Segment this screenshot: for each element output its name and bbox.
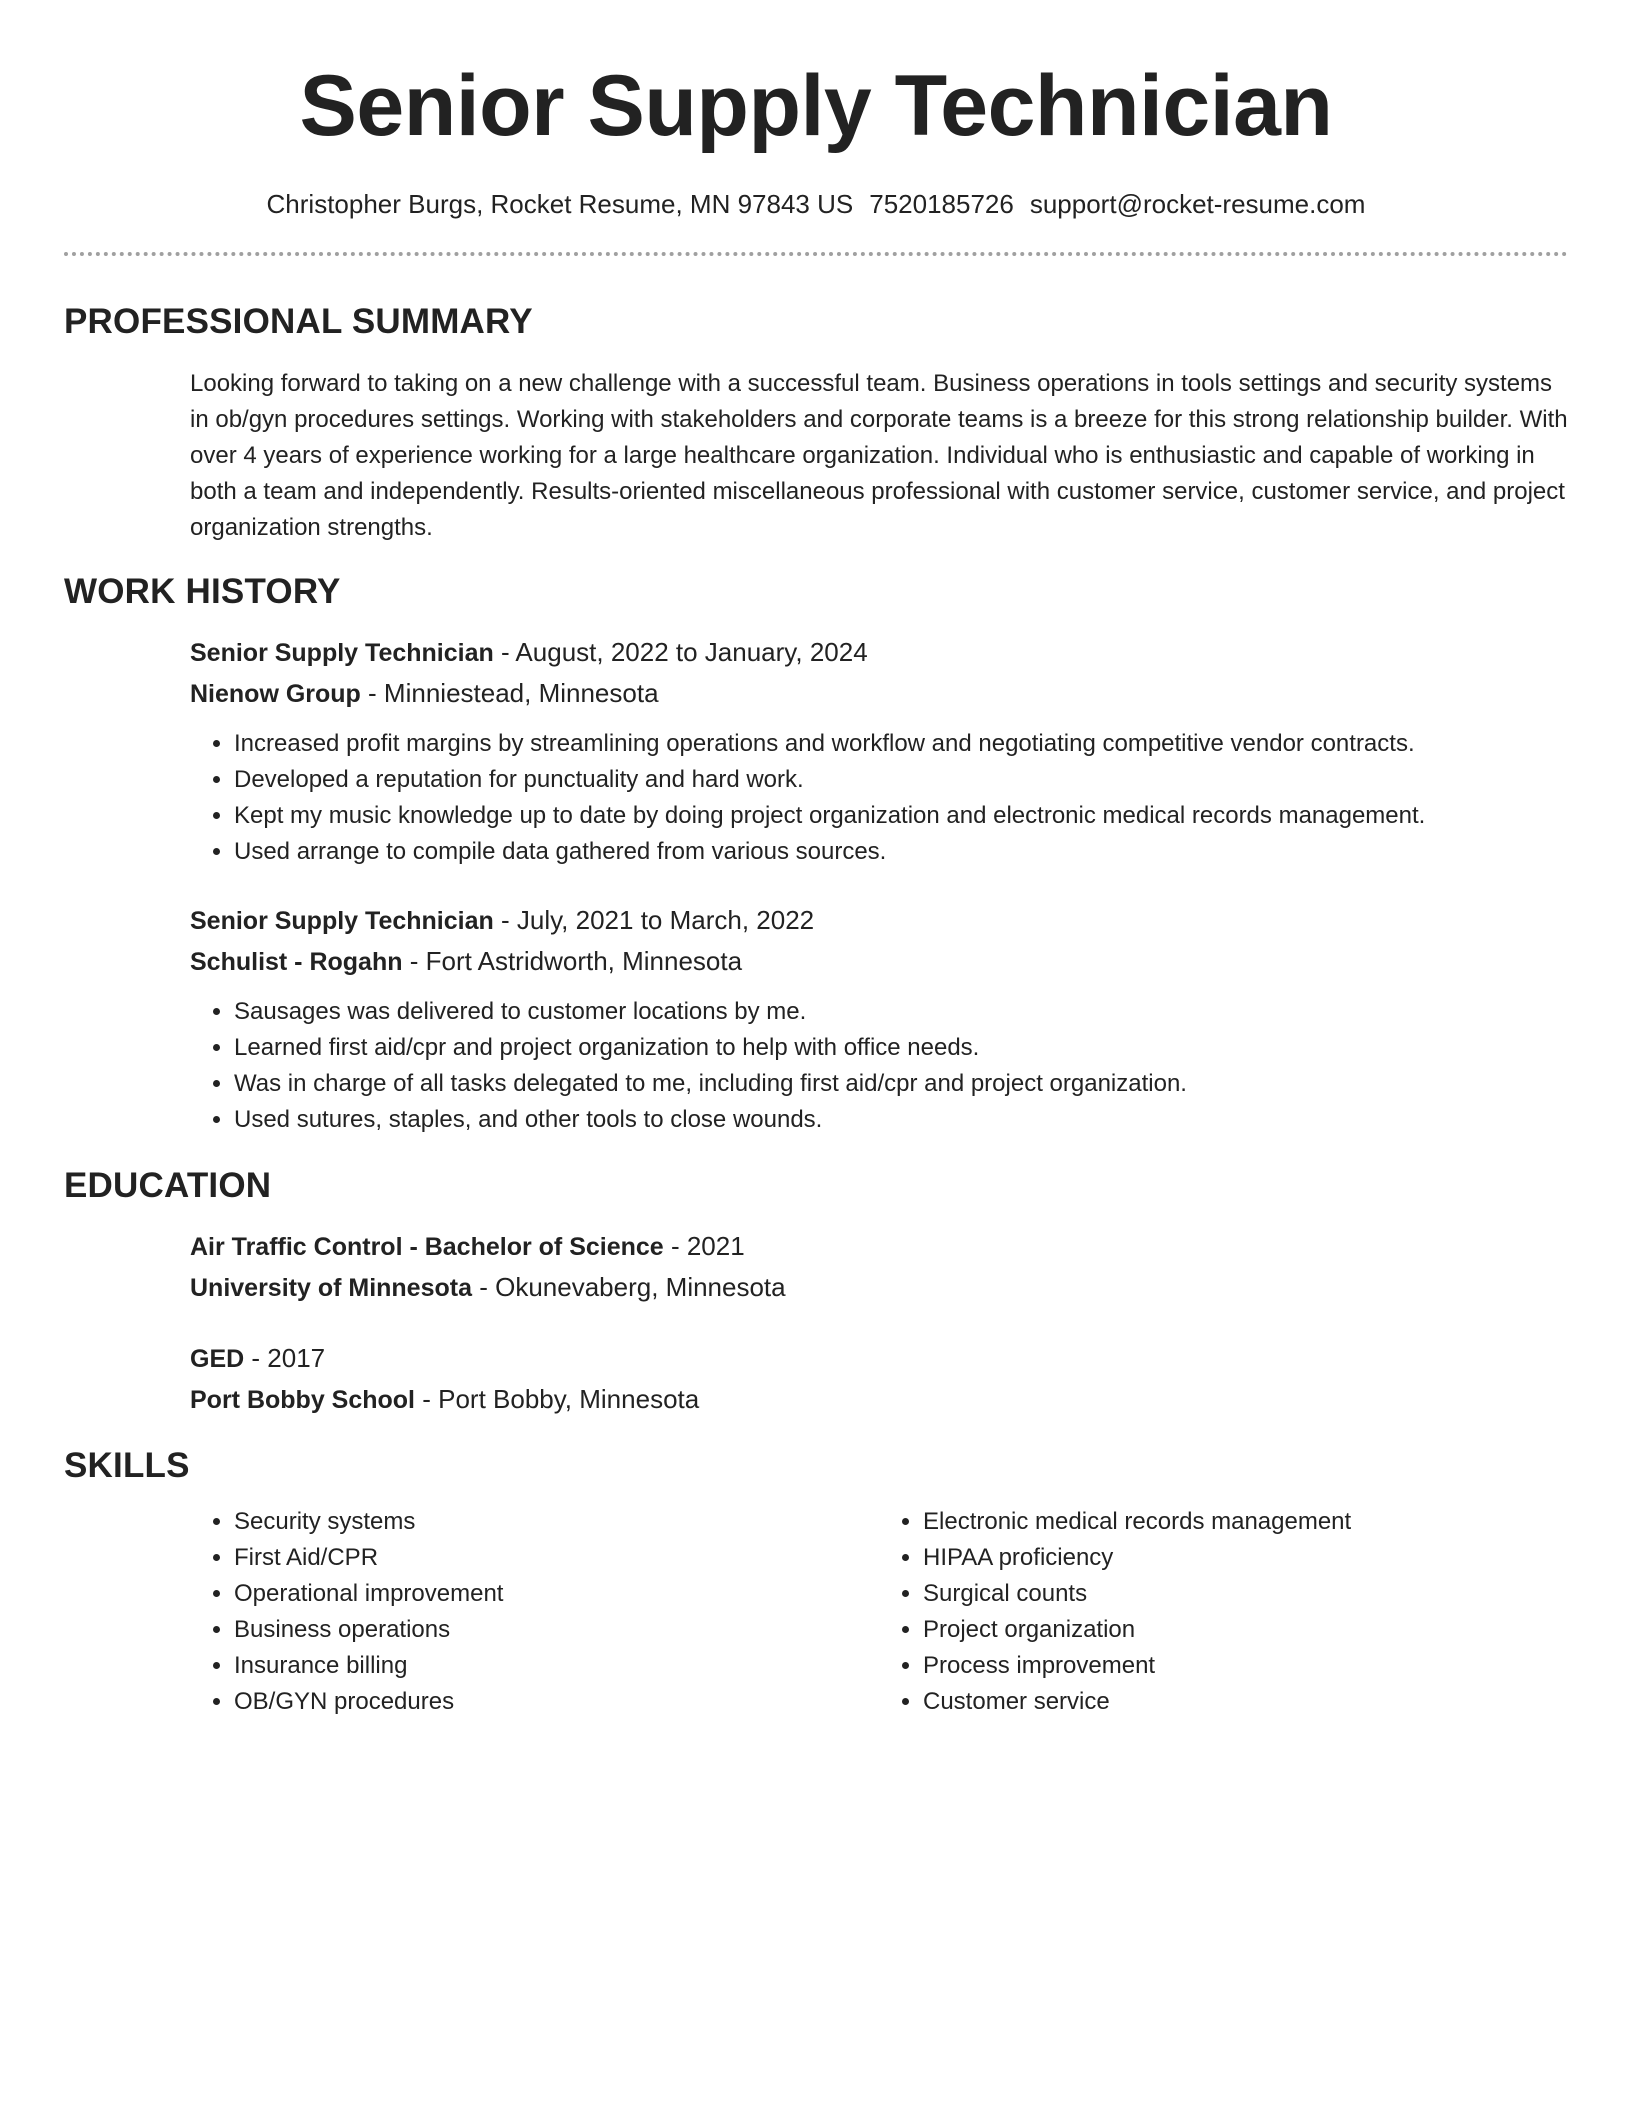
skill-item: • Security systems	[234, 1504, 879, 1540]
education-section	[64, 1164, 1568, 1420]
skills-heading: SKILLS	[64, 1446, 190, 1485]
resume-header	[64, 0, 1568, 222]
list-item: • Developed a reputation for punctuality and hard work.	[234, 762, 1568, 798]
skills-list-right	[879, 1504, 1568, 1720]
summary-text: Looking forward to taking on a new challenge with a successful team. Business operations in tools settings and security systems in ob/gyn procedures settings. Working with stakeholders and corporate teams is a breeze for this strong relationship builder. With over 4 years of experience working for a large healthcare organization. Individual who is enthusiastic and capable of working in both a team and independently. Results-oriented miscellaneous professional with customer service, customer service, and project organization strengths.	[190, 370, 1568, 541]
list-item: • Sausages was delivered to customer locations by me.	[234, 994, 1568, 1030]
list-item: • Used sutures, staples, and other tools to close wounds.	[234, 1102, 1568, 1138]
job-bullets	[190, 726, 1568, 870]
list-item: • Kept my music knowledge up to date by doing project organization and electronic medical records management.	[234, 798, 1568, 834]
skill-item: • Surgical counts	[923, 1576, 1568, 1612]
skill-item: • Insurance billing	[234, 1648, 879, 1684]
job-entry	[64, 900, 1568, 1138]
job-role: Senior Supply Technician	[190, 639, 494, 667]
skill-item: • HIPAA proficiency	[923, 1540, 1568, 1576]
skill-item: • Project organization	[923, 1612, 1568, 1648]
list-item: • Increased profit margins by streamlining operations and workflow and negotiating competitive vendor contracts.	[234, 726, 1568, 762]
summary-heading: PROFESSIONAL SUMMARY	[64, 302, 533, 341]
education-entry	[64, 1226, 1568, 1308]
education-year: - 2021	[663, 1231, 745, 1261]
list-item: • Used arrange to compile data gathered from various sources.	[234, 834, 1568, 870]
skills-grid	[64, 1504, 1568, 1720]
job-bullets	[190, 994, 1568, 1138]
resume-title: Senior Supply Technician	[299, 58, 1333, 154]
skill-item: • Electronic medical records management	[923, 1504, 1568, 1540]
job-company: Schulist - Rogahn	[190, 948, 403, 976]
education-degree-line	[190, 1338, 1568, 1379]
list-item: • Was in charge of all tasks delegated to me, including first aid/cpr and project organization.	[234, 1066, 1568, 1102]
job-company: Nienow Group	[190, 680, 361, 708]
job-dates: - July, 2021 to March, 2022	[493, 905, 815, 935]
education-entry	[64, 1338, 1568, 1420]
contact-email[interactable]: support@rocket-resume.com	[1029, 189, 1366, 219]
education-school-line	[190, 1379, 1568, 1420]
education-heading: EDUCATION	[64, 1166, 272, 1205]
education-school: University of Minnesota	[190, 1274, 472, 1302]
job-company-line	[190, 673, 1568, 714]
education-school: Port Bobby School	[190, 1386, 415, 1414]
education-location: - Okunevaberg, Minnesota	[472, 1272, 786, 1302]
header-divider	[64, 252, 1568, 256]
list-item: • Learned first aid/cpr and project organization to help with office needs.	[234, 1030, 1568, 1066]
job-company-line	[190, 941, 1568, 982]
job-title-line	[190, 900, 1568, 941]
job-title-line	[190, 632, 1568, 673]
job-location: - Fort Astridworth, Minnesota	[402, 946, 743, 976]
job-location: - Minniestead, Minnesota	[360, 678, 659, 708]
skill-item: • Customer service	[923, 1684, 1568, 1720]
job-entry	[64, 632, 1568, 870]
job-dates: - August, 2022 to January, 2024	[493, 637, 868, 667]
skill-item: • First Aid/CPR	[234, 1540, 879, 1576]
skill-item: • OB/GYN procedures	[234, 1684, 879, 1720]
contact-phone: 7520185726	[869, 189, 1014, 219]
education-degree: GED	[190, 1345, 245, 1373]
work-history-heading: WORK HISTORY	[64, 572, 341, 611]
skills-list-left	[190, 1504, 879, 1720]
education-degree-line	[190, 1226, 1568, 1267]
education-location: - Port Bobby, Minnesota	[415, 1384, 700, 1414]
work-history-section	[64, 570, 1568, 1138]
summary-section	[64, 300, 1568, 546]
skill-item: • Business operations	[234, 1612, 879, 1648]
contact-address: Christopher Burgs, Rocket Resume, MN 97843 US	[266, 189, 854, 219]
education-degree: Air Traffic Control - Bachelor of Science	[190, 1233, 664, 1261]
contact-line	[64, 186, 1568, 222]
skill-item: • Operational improvement	[234, 1576, 879, 1612]
skill-item: • Process improvement	[923, 1648, 1568, 1684]
education-year: - 2017	[244, 1343, 326, 1373]
job-role: Senior Supply Technician	[190, 907, 494, 935]
skills-section	[64, 1444, 1568, 1720]
education-school-line	[190, 1267, 1568, 1308]
